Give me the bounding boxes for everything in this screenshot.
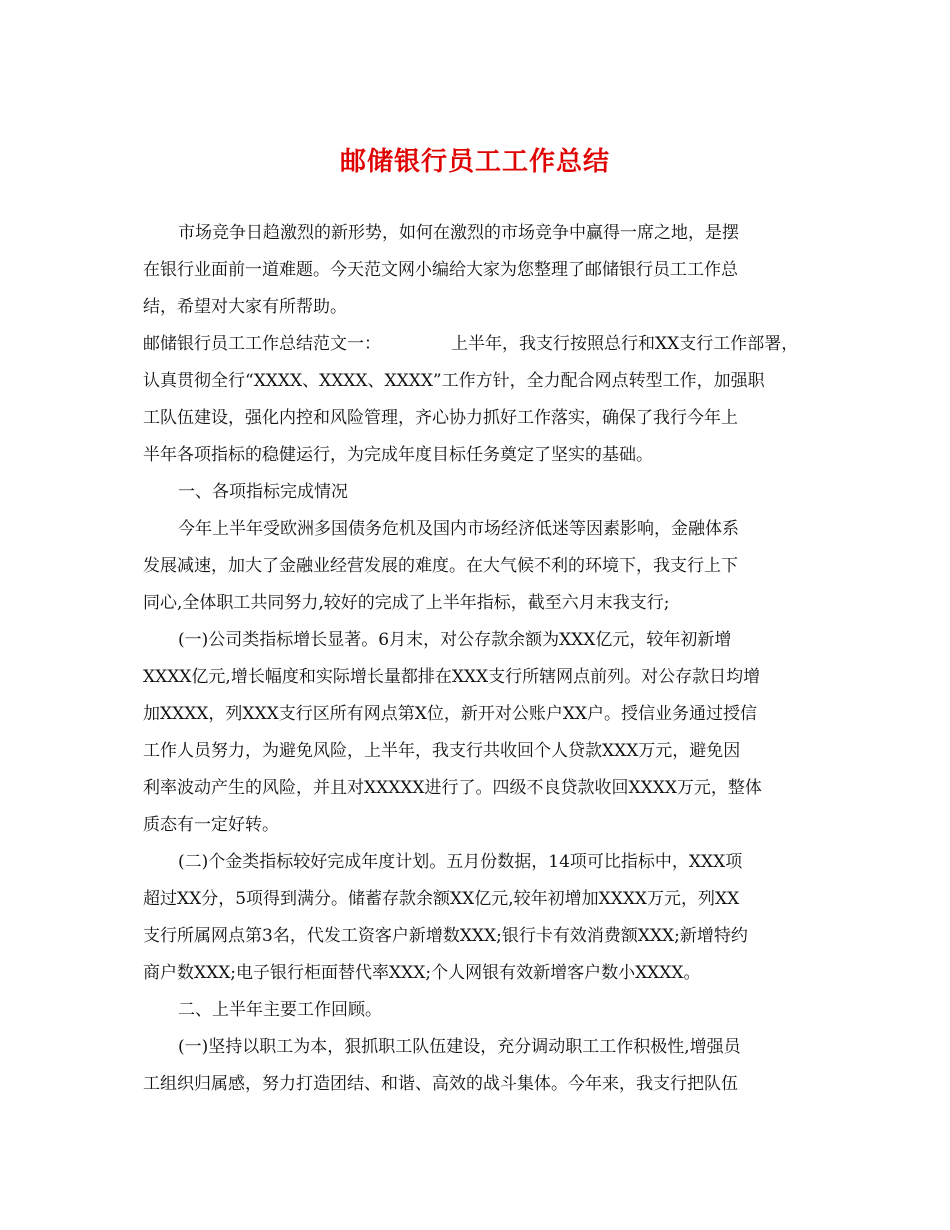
paragraph-4-line-2: 超过XX分，5项得到满分。储蓄存款余额XX亿元,较年初增加XXXX万元，列XX bbox=[143, 889, 740, 909]
paragraph-1-line-3: 工队伍建设，强化内控和风险管理，齐心协力抓好工作落实，确保了我行今年上 bbox=[143, 408, 738, 428]
paragraph-4-line-4: 商户数XXX;电子银行柜面替代率XXX;个人网银有效新增客户数小XXXX。 bbox=[143, 963, 701, 983]
paragraph-3-line-3: 加XXXX，列XXX支行区所有网点第X位，新开对公账户XX户。授信业务通过授信 bbox=[143, 704, 758, 724]
section-1-heading: 一、各项指标完成情况 bbox=[178, 482, 348, 502]
intro-line-1: 市场竞争日趋激烈的新形势，如何在激烈的市场竞争中赢得一席之地，是摆 bbox=[178, 223, 739, 243]
sample-heading: 邮储银行员工工作总结范文一： bbox=[143, 334, 381, 354]
paragraph-5-line-1: (一)坚持以职工为本，狠抓职工队伍建设，充分调动职工工作积极性,增强员 bbox=[178, 1037, 741, 1057]
paragraph-2-line-3: 同心,全体职工共同努力,较好的完成了上半年指标，截至六月末我支行; bbox=[143, 593, 670, 613]
paragraph-1-line-1: 上半年，我支行按照总行和XX支行工作部署， bbox=[451, 334, 799, 354]
intro-line-3: 结，希望对大家有所帮助。 bbox=[143, 297, 347, 317]
paragraph-2-line-1: 今年上半年受欧洲多国债务危机及国内市场经济低迷等因素影响，金融体系 bbox=[178, 519, 739, 539]
paragraph-5-line-2: 工组织归属感，努力打造团结、和谐、高效的战斗集体。今年来，我支行把队伍 bbox=[143, 1074, 738, 1094]
paragraph-2-line-2: 发展减速，加大了金融业经营发展的难度。在大气候不利的环境下，我支行上下 bbox=[143, 556, 738, 576]
paragraph-3-line-2: XXXX亿元,增长幅度和实际增长量都排在XXX支行所辖网点前列。对公存款日均增 bbox=[143, 667, 761, 687]
paragraph-1-line-4: 半年各项指标的稳健运行，为完成年度目标任务奠定了坚实的基础。 bbox=[143, 445, 653, 465]
sample-heading-line bbox=[143, 333, 813, 355]
paragraph-1-line-2: 认真贯彻全行“XXXX、XXXX、XXXX”工作方针，全力配合网点转型工作，加强职 bbox=[143, 371, 765, 391]
paragraph-3-line-5: 利率波动产生的风险，并且对XXXXX进行了。四级不良贷款收回XXXX万元，整体 bbox=[143, 778, 762, 798]
document-title: 邮储银行员工工作总结 bbox=[339, 147, 610, 177]
paragraph-4-line-1: (二)个金类指标较好完成年度计划。五月份数据，14项可比指标中，XXX项 bbox=[178, 852, 743, 872]
paragraph-3-line-1: (一)公司类指标增长显著。6月末，对公存款余额为XXX亿元，较年初新增 bbox=[178, 630, 732, 650]
paragraph-4-line-3: 支行所属网点第3名，代发工资客户新增数XXX;银行卡有效消费额XXX;新增特约 bbox=[143, 926, 748, 946]
paragraph-3-line-6: 质态有一定好转。 bbox=[143, 815, 279, 835]
paragraph-3-line-4: 工作人员努力，为避免风险，上半年，我支行共收回个人贷款XXX万元，避免因 bbox=[143, 741, 741, 761]
intro-line-2: 在银行业面前一道难题。今天范文网小编给大家为您整理了邮储银行员工工作总 bbox=[143, 260, 738, 280]
section-2-heading: 二、上半年主要工作回顾。 bbox=[178, 1000, 382, 1020]
